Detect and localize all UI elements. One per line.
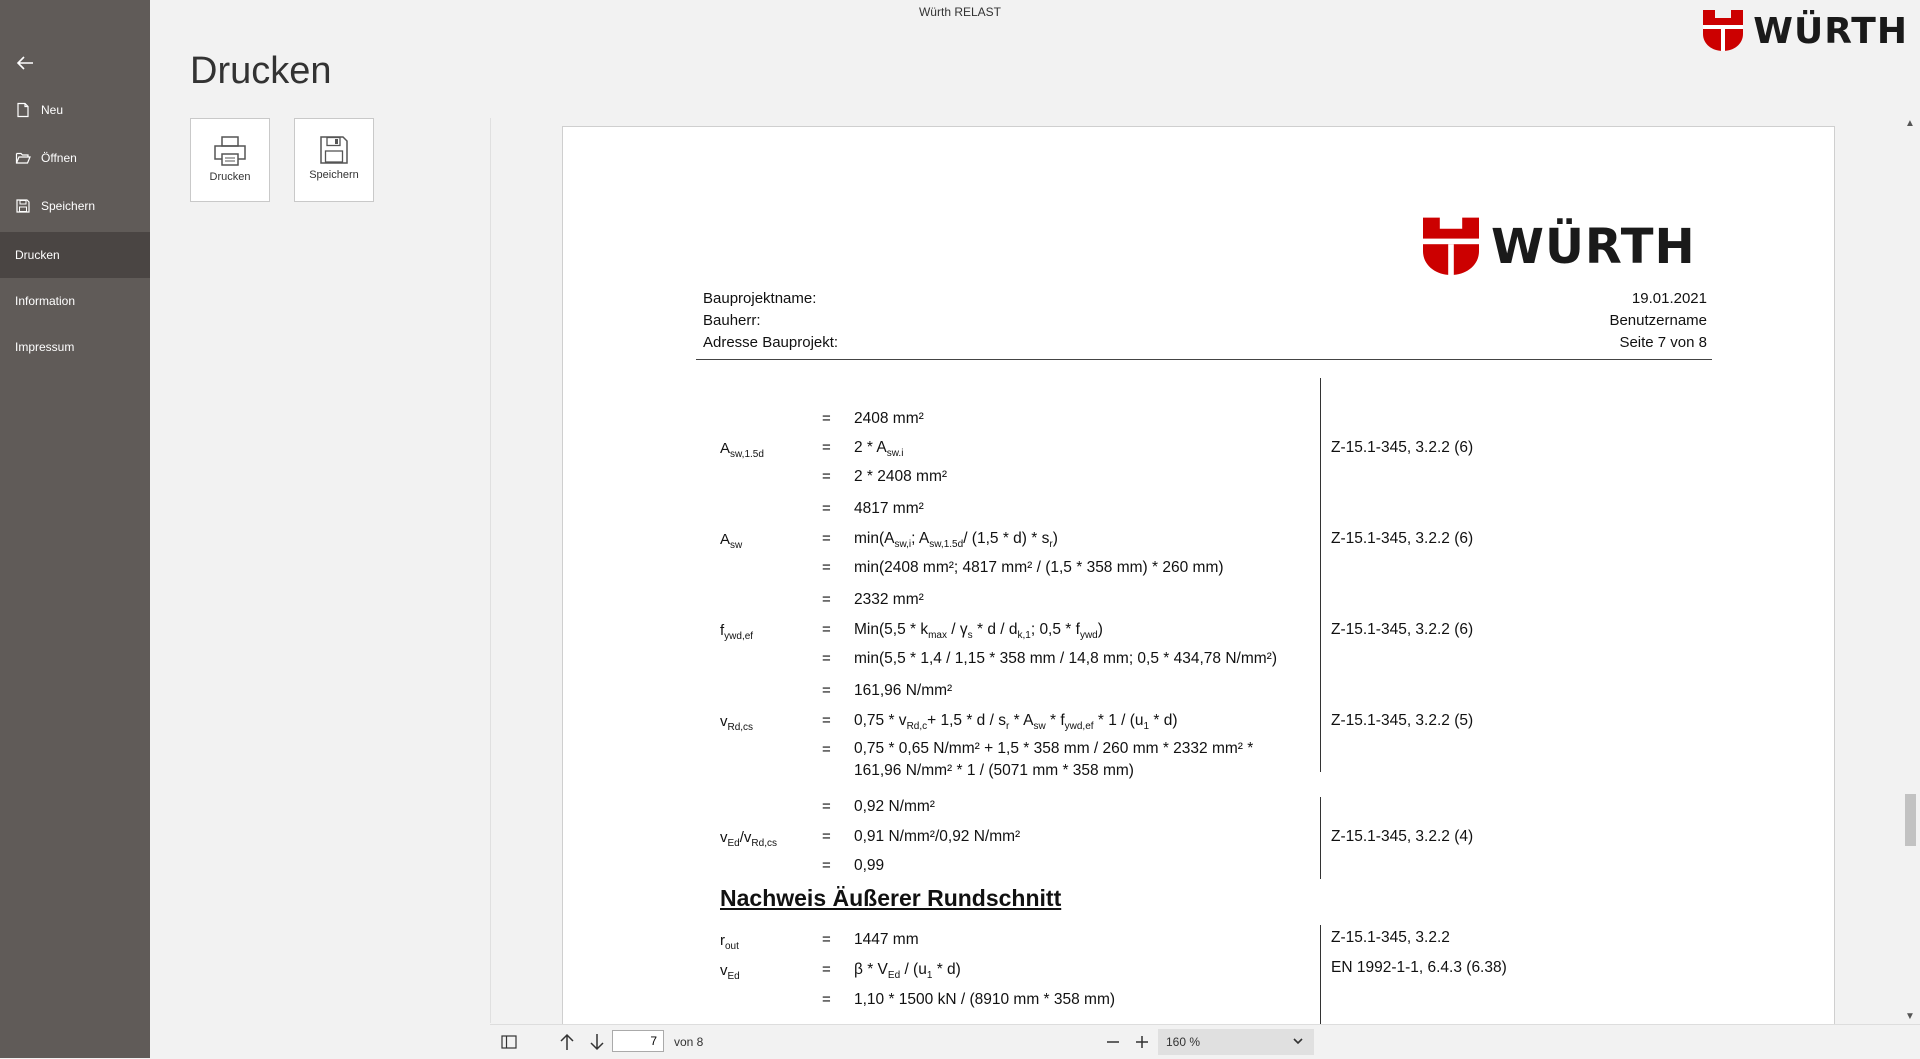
equals-sign: = (822, 931, 831, 948)
print-button[interactable] (190, 118, 270, 202)
equals-sign: = (822, 712, 831, 729)
brand-logo (1703, 10, 1908, 52)
formula-symbol: $A_{sw,1.5d}$ (720, 440, 764, 460)
folder-open-icon (15, 150, 31, 166)
column-divider (1320, 925, 1321, 1024)
formula-value-line-2: 161,96 N/mm² * 1 / (5071 mm * 358 mm) (854, 762, 1134, 779)
formula-value-line-1: 0,75 * 0,65 N/mm² + 1,5 * 358 mm / 260 mm * 2332 mm² * (854, 740, 1254, 757)
formula-reference: Z-15.1-345, 3.2.2 (4) (1331, 828, 1474, 845)
document-brand-logo (1423, 217, 1696, 277)
scroll-thumb[interactable] (1905, 794, 1916, 846)
zoom-level-select[interactable] (1158, 1029, 1314, 1055)
sidebar-item-information[interactable] (0, 278, 150, 324)
minus-icon (1106, 1035, 1120, 1049)
save-icon (319, 135, 349, 165)
print-button-label: Drucken (209, 171, 251, 183)
formula-symbol: $v_{Ed}$ (720, 962, 740, 982)
arrow-up-icon (559, 1033, 575, 1051)
sidebar-item-speichern[interactable] (0, 183, 150, 229)
formula-symbol: $v_{Ed}/v_{Rd,cs}$ (720, 829, 777, 849)
formula-value: 1447 mm (854, 931, 919, 948)
printer-icon (213, 135, 247, 167)
equals-sign: = (822, 468, 831, 485)
formula-reference: Z-15.1-345, 3.2.2 (6) (1331, 530, 1474, 547)
equals-sign: = (822, 500, 831, 517)
equals-sign: = (822, 798, 831, 815)
brand-wordmark: WÜRTH (1753, 10, 1908, 52)
wuerth-emblem-icon (1423, 217, 1479, 277)
sidebar-item-label: Drucken (15, 248, 60, 262)
equals-sign: = (822, 621, 831, 638)
equals-sign: = (822, 991, 831, 1008)
formula-value: 2408 mm² (854, 410, 924, 427)
equals-sign: = (822, 439, 831, 456)
scroll-up-arrow-icon[interactable]: ▲ (1905, 118, 1915, 129)
document-brand-wordmark: WÜRTH (1491, 219, 1696, 275)
chevron-down-icon (1292, 1034, 1304, 1051)
sidebar-item-neu[interactable] (0, 87, 150, 133)
wuerth-emblem-icon (1703, 10, 1743, 52)
arrow-left-icon (14, 52, 36, 74)
sidebar-item-label: Öffnen (41, 151, 77, 165)
header-date: 19.01.2021 (1631, 290, 1707, 307)
header-client: Bauherr: (703, 312, 761, 329)
formula-symbol: $v_{Rd,cs}$ (720, 713, 754, 733)
header-address: Adresse Bauprojekt: (703, 334, 839, 351)
formula-value: 4817 mm² (854, 500, 924, 517)
formula-value: min(5,5 * 1,4 / 1,15 * 358 mm / 14,8 mm; 0,5 * 434,78 N/mm²) (854, 650, 1277, 667)
formula-reference: Z-15.1-345, 3.2.2 (6) (1331, 621, 1474, 638)
document-preview (562, 126, 1835, 1025)
equals-sign: = (822, 961, 831, 978)
formula-expression: $\min(A_{sw,i}$; $A_{sw,1.5d}/$ $(1,5 * d) * s_r$) (854, 530, 1058, 551)
formula-value: 0,92 N/mm² (854, 798, 935, 815)
sidebar (0, 0, 150, 1058)
formula-expression: $0,75 * v_{Rd,c}+ 1,5 * d / s_r * A_{sw} * f_{ywd,ef} * 1 / (u_1 * d)$ (854, 712, 1178, 733)
formula-value: 0,99 (854, 857, 885, 874)
sidebar-item-label: Speichern (41, 199, 96, 213)
preview-scrollbar[interactable] (1900, 118, 1920, 1023)
equals-sign: = (822, 682, 831, 699)
formula-expression: β * $V_{Ed} / (u_1 * d)$ (854, 961, 961, 982)
sidebar-toggle-button[interactable] (498, 1031, 520, 1053)
save-icon (15, 198, 31, 214)
arrow-down-icon (589, 1033, 605, 1051)
sidebar-item-drucken[interactable] (0, 232, 150, 278)
new-document-icon (15, 102, 31, 118)
page-title: Drucken (190, 50, 332, 92)
equals-sign: = (822, 559, 831, 576)
save-button-label: Speichern (309, 169, 359, 181)
plus-icon (1135, 1035, 1149, 1049)
formula-value: 1,10 * 1500 kN / (8910 mm * 358 mm) (854, 991, 1116, 1008)
header-username: Benutzername (1609, 312, 1707, 329)
header-project-name: Bauprojektname: (703, 290, 817, 307)
zoom-out-button[interactable] (1102, 1031, 1124, 1053)
formula-reference: Z-15.1-345, 3.2.2 (1331, 929, 1450, 946)
page-total-label: von 8 (674, 1035, 704, 1049)
equals-sign: = (822, 741, 831, 758)
column-divider (1320, 797, 1321, 879)
sidebar-item-label: Impressum (15, 340, 75, 354)
formula-symbol: $f_{ywd,ef}$ (720, 622, 754, 642)
scroll-down-arrow-icon[interactable]: ▼ (1905, 1011, 1915, 1022)
previous-page-button[interactable] (556, 1031, 578, 1053)
formula-symbol: $r_{out}$ (720, 932, 739, 952)
page-number-input[interactable] (612, 1030, 664, 1052)
header-page-number: Seite 7 von 8 (1619, 334, 1707, 351)
panel-divider (490, 118, 491, 1023)
formula-expression: $2 * A_{sw.i}$ (854, 439, 904, 460)
equals-sign: = (822, 591, 831, 608)
formula-value: 2332 mm² (854, 591, 924, 608)
header-rule (696, 359, 1712, 360)
back-button[interactable] (14, 52, 36, 74)
equals-sign: = (822, 828, 831, 845)
formula-reference: Z-15.1-345, 3.2.2 (5) (1331, 712, 1474, 729)
zoom-level-value: 160 % (1166, 1035, 1201, 1049)
zoom-in-button[interactable] (1131, 1031, 1153, 1053)
sidebar-item-oeffnen[interactable] (0, 135, 150, 181)
section-heading: Nachweis Äußerer Rundschnitt (720, 885, 1062, 911)
formula-value: 161,96 N/mm² (854, 682, 953, 699)
formula-reference: EN 1992-1-1, 6.4.3 (6.38) (1331, 959, 1507, 976)
formula-value: 0,91 N/mm²/0,92 N/mm² (854, 828, 1021, 845)
next-page-button[interactable] (586, 1031, 608, 1053)
equals-sign: = (822, 857, 831, 874)
sidebar-item-impressum[interactable] (0, 324, 150, 370)
equals-sign: = (822, 410, 831, 427)
equals-sign: = (822, 530, 831, 547)
column-divider (1320, 378, 1321, 772)
window-title: Würth RELAST (918, 5, 1002, 19)
formula-value: 2 * 2408 mm² (854, 468, 948, 485)
formula-value: min(2408 mm²; 4817 mm² / (1,5 * 358 mm) * 260 mm) (854, 559, 1224, 576)
panel-toggle-icon (501, 1035, 517, 1049)
formula-symbol: $A_{sw}$ (720, 531, 743, 551)
save-file-button[interactable] (294, 118, 374, 202)
formula-expression: $Min(5,5 * k_{max} / \gamma_s$ * d / $d_{k,1}$; $0,5 * f_{ywd}$) (854, 621, 1103, 642)
equals-sign: = (822, 650, 831, 667)
sidebar-item-label: Information (15, 294, 76, 308)
preview-toolbar (490, 1024, 1920, 1059)
formula-reference: Z-15.1-345, 3.2.2 (6) (1331, 439, 1474, 456)
sidebar-item-label: Neu (41, 103, 64, 117)
